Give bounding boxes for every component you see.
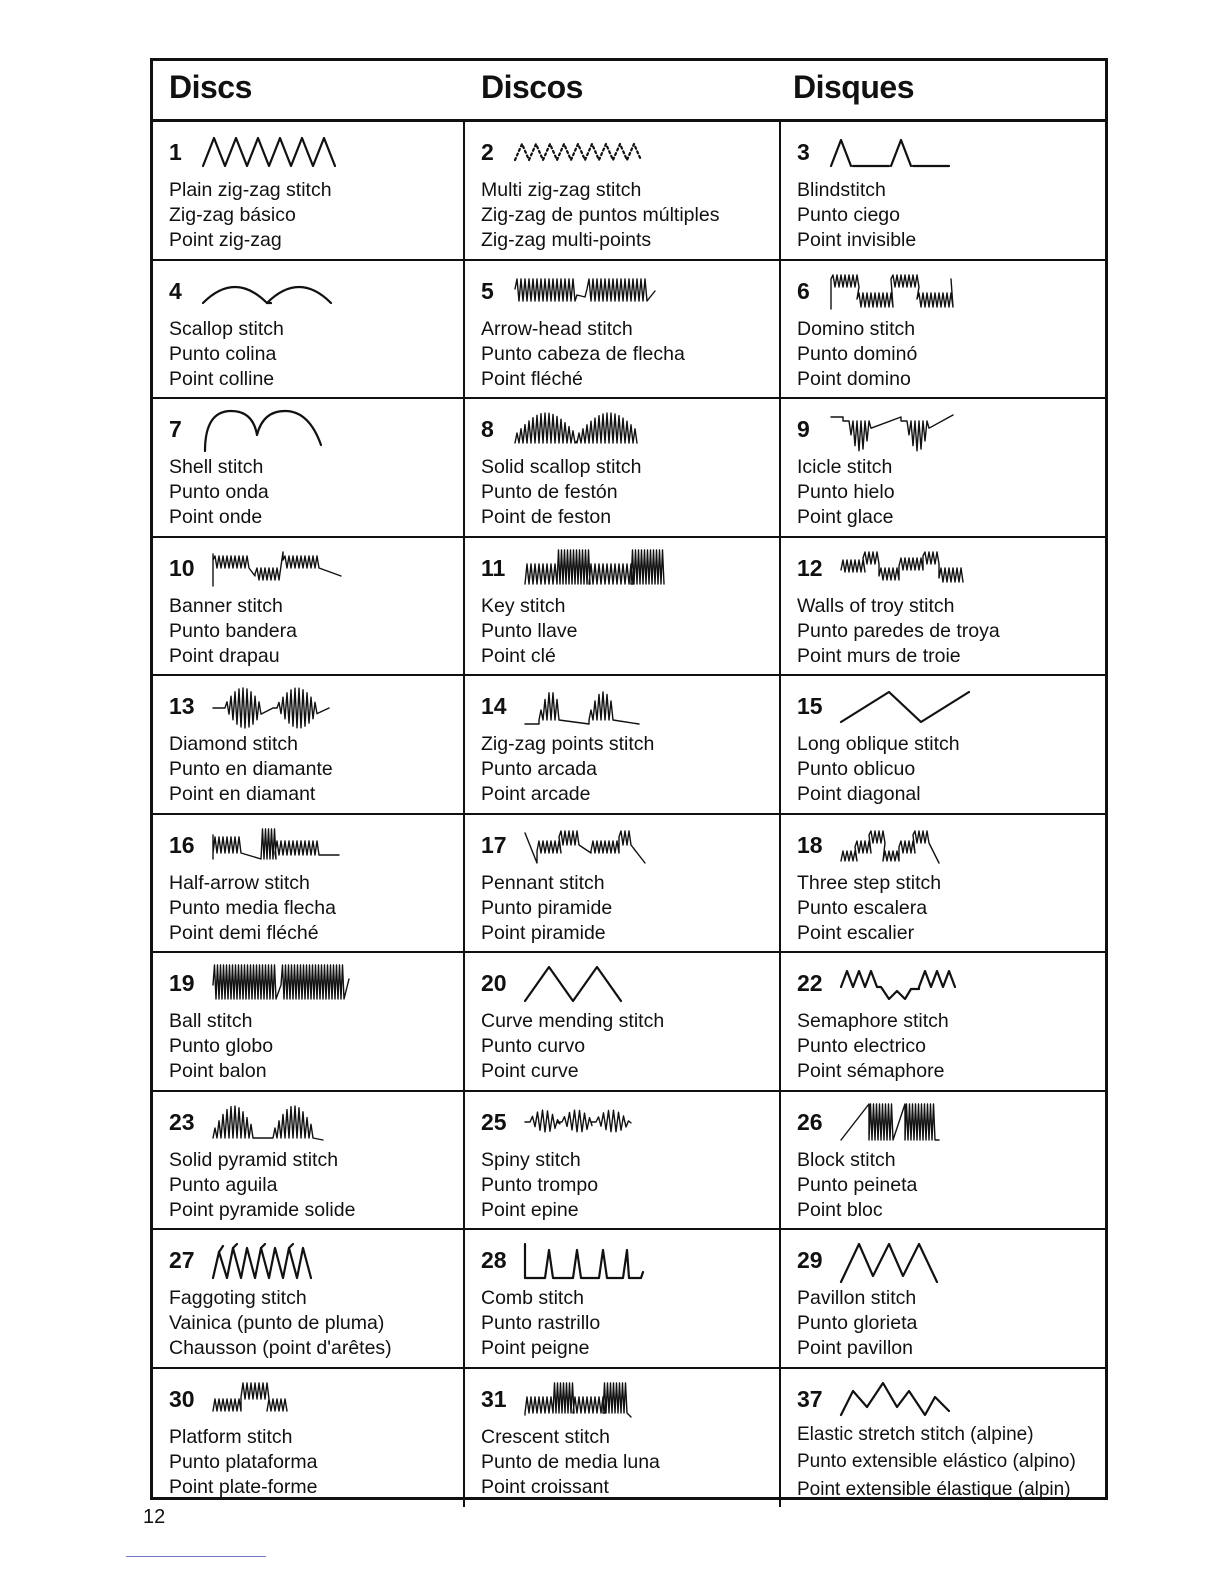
disc-number: 15 [797,693,823,719]
stitch-names [797,871,941,946]
stitch-cell [153,1369,465,1508]
stitch-cell [781,676,1105,813]
stitch-names [169,1009,273,1084]
stitch-name-spanish: Vainica (punto de pluma) [169,1312,385,1334]
stitch-cell [465,1230,781,1367]
stitch-names [797,178,916,253]
stitch-names [797,594,1000,669]
stitch-name-english: Half-arrow stitch [169,871,310,894]
footer-rule [126,1556,266,1557]
stitch-cell [781,399,1105,536]
stitch-name-spanish: Punto onda [169,481,269,503]
stitch-name-french: Point curve [481,1060,579,1082]
table-row [153,538,1105,677]
stitch-cell [153,953,465,1090]
stitch-cell [465,122,781,259]
stitch-name-spanish: Punto llave [481,619,578,642]
stitch-name-english: Elastic stretch stitch (alpine) [797,1423,1034,1445]
stitch-names [797,1286,917,1361]
stitch-name-french: Point extensible élastique (alpin) [797,1478,1071,1500]
stitch-name-french: Point de feston [481,506,612,528]
shell-stitch-icon [201,407,351,453]
stitch-cell [153,1092,465,1229]
stitch-names [481,1148,598,1223]
stitch-name-french: Point croissant [481,1475,609,1498]
stitch-name-spanish: Punto media flecha [169,896,336,919]
disc-number: 28 [481,1247,507,1273]
crescent-stitch-icon [523,1377,673,1423]
stitch-name-french: Point glace [797,506,894,528]
disc-number: 7 [169,416,182,442]
stitch-names [797,732,960,807]
stitch-name-spanish: Punto electrico [797,1035,926,1057]
stitch-name-spanish: Punto aguila [169,1173,278,1196]
disc-number: 2 [481,139,494,165]
disc-number: 6 [797,277,810,304]
stitch-cell [153,261,465,398]
stitch-name-english: Pennant stitch [481,871,605,894]
stitch-name-english: Pavillon stitch [797,1287,917,1309]
stitch-names [169,317,284,392]
header-french: Disques [793,69,914,105]
stitch-name-english: Scallop stitch [169,317,284,340]
stitch-name-english: Solid scallop stitch [481,456,642,478]
stitch-name-english: Solid pyramid stitch [169,1148,339,1171]
stitch-cell [153,538,465,675]
stitch-name-french: Point pavillon [797,1337,913,1359]
stitch-name-english: Block stitch [797,1148,896,1171]
stitch-name-spanish: Punto cabeza de flecha [481,342,685,365]
spiny-stitch-icon [523,1100,673,1146]
walls-of-troy-stitch-icon [839,546,989,592]
stitch-names [169,455,269,530]
stitch-cell [465,815,781,952]
disc-number: 13 [169,693,195,719]
stitch-name-french: Chausson (point d'arêtes) [169,1337,392,1359]
blindstitch-icon [829,130,979,176]
stitch-names [481,178,719,253]
stitch-name-english: Shell stitch [169,456,264,478]
stitch-name-spanish: Punto oblicuo [797,758,916,780]
stitch-cell [465,538,781,675]
header-spanish: Discos [481,69,583,105]
stitch-name-english: Ball stitch [169,1010,253,1032]
stitch-cell [153,399,465,536]
stitch-name-spanish: Zig-zag de puntos múltiples [481,204,720,226]
stitch-name-french: Point onde [169,506,263,528]
semaphore-stitch-icon [839,961,989,1007]
stitch-name-spanish: Punto ciego [797,204,900,226]
stitch-name-spanish: Punto hielo [797,481,895,503]
table-row [153,1092,1105,1231]
zigzag-points-stitch-icon [523,684,673,730]
disc-number: 31 [481,1385,507,1412]
solid-scallop-stitch-icon [513,407,663,453]
stitch-name-french: Point demi fléché [169,921,319,944]
table-row [153,953,1105,1092]
disc-number: 30 [169,1385,195,1412]
stitch-name-french: Point piramide [481,921,606,944]
disc-number: 26 [797,1108,823,1135]
stitch-name-spanish: Punto escalera [797,896,928,919]
stitch-name-french: Point domino [797,367,911,390]
key-stitch-icon [523,546,673,592]
stitch-name-english: Spiny stitch [481,1148,581,1171]
stitch-name-spanish: Punto piramide [481,896,613,919]
stitch-name-english: Semaphore stitch [797,1010,949,1032]
table-row [153,122,1105,261]
solid-pyramid-stitch-icon [211,1100,361,1146]
stitch-name-english: Arrow-head stitch [481,317,633,340]
disc-number: 19 [169,970,195,996]
header-english: Discs [169,69,252,105]
stitch-cell [153,122,465,259]
three-step-stitch-icon [839,823,989,869]
plain-zigzag-stitch-icon [201,130,351,176]
disc-number: 25 [481,1108,507,1135]
stitch-name-spanish: Punto curvo [481,1035,586,1057]
stitch-name-french: Point pyramide solide [169,1198,356,1221]
table-row [153,676,1105,815]
stitch-name-english: Plain zig-zag stitch [169,179,332,201]
scallop-stitch-icon [201,269,351,315]
stitch-name-french: Point bloc [797,1198,883,1221]
disc-number: 23 [169,1108,195,1135]
disc-number: 20 [481,970,507,996]
stitch-names [797,1421,1076,1504]
stitch-name-french: Point clé [481,644,556,667]
stitch-name-english: Icicle stitch [797,456,893,478]
stitch-names [481,594,577,669]
disc-number: 5 [481,277,494,304]
stitch-names [169,732,333,807]
stitch-name-spanish: Punto bandera [169,619,297,642]
stitch-names [169,594,297,669]
disc-number: 17 [481,831,507,858]
stitch-name-english: Banner stitch [169,594,283,617]
stitch-name-english: Platform stitch [169,1425,293,1448]
stitch-name-french: Zig-zag multi-points [481,229,652,251]
stitch-name-spanish: Punto extensible elástico (alpino) [797,1451,1076,1472]
disc-number: 22 [797,970,823,996]
stitch-cell [781,261,1105,398]
stitch-names [797,455,895,530]
stitch-cell [465,953,781,1090]
pennant-stitch-icon [523,823,673,869]
stitch-cell [781,953,1105,1090]
stitch-name-spanish: Punto rastrillo [481,1312,601,1334]
stitch-cell [781,815,1105,952]
multi-zigzag-stitch-icon [513,130,663,176]
disc-number: 4 [169,277,182,304]
stitch-cell [465,1092,781,1229]
stitch-name-spanish: Punto arcada [481,758,598,780]
stitch-name-english: Walls of troy stitch [797,594,955,617]
disc-number: 11 [481,554,506,581]
stitch-name-french: Point sémaphore [797,1060,945,1082]
stitch-name-spanish: Punto en diamante [169,758,333,780]
stitch-names [481,455,641,530]
curve-mending-stitch-icon [523,961,673,1007]
stitch-name-english: Faggoting stitch [169,1287,307,1309]
page-number: 12 [143,1506,166,1528]
elastic-stretch-stitch-icon [839,1377,989,1423]
stitch-cell [781,1230,1105,1367]
stitch-name-english: Three step stitch [797,871,942,894]
block-stitch-icon [839,1100,989,1146]
stitch-name-french: Point arcade [481,783,591,805]
platform-stitch-icon [211,1377,361,1423]
stitch-name-spanish: Punto de media luna [481,1450,660,1473]
comb-stitch-icon [523,1238,673,1284]
stitch-name-english: Blindstitch [797,179,886,201]
stitch-names [169,1286,392,1361]
table-row [153,815,1105,954]
table-row [153,261,1105,400]
stitch-cell [153,676,465,813]
stitch-disc-table [150,58,1108,1500]
stitch-grid [153,122,1105,1507]
stitch-names [797,1148,917,1223]
stitch-cell [781,122,1105,259]
stitch-cell [465,1369,781,1508]
stitch-name-french: Point plate-forme [169,1475,318,1498]
stitch-names [481,317,685,392]
stitch-names [169,871,336,946]
stitch-name-french: Point balon [169,1060,267,1082]
stitch-names [169,178,332,253]
stitch-name-spanish: Punto colina [169,342,277,365]
disc-number: 1 [169,139,182,165]
icicle-stitch-icon [829,407,979,453]
disc-number: 9 [797,416,810,442]
disc-number: 29 [797,1247,823,1273]
stitch-cell [153,815,465,952]
stitch-name-spanish: Punto paredes de troya [797,619,1000,642]
arrow-head-stitch-icon [513,269,663,315]
stitch-name-french: Point drapau [169,644,280,667]
stitch-cell [465,676,781,813]
stitch-name-spanish: Punto glorieta [797,1312,918,1334]
stitch-name-spanish: Punto peineta [797,1173,918,1196]
disc-number: 16 [169,831,195,858]
stitch-name-french: Point colline [169,367,275,390]
stitch-name-spanish: Punto plataforma [169,1450,318,1473]
stitch-names [481,1286,600,1361]
stitch-name-english: Long oblique stitch [797,733,960,755]
disc-number: 8 [481,416,494,442]
stitch-name-english: Key stitch [481,594,566,617]
table-row [153,1369,1105,1508]
ball-stitch-icon [211,961,361,1007]
stitch-names [481,732,654,807]
domino-stitch-icon [829,269,979,315]
disc-number: 27 [169,1247,195,1273]
stitch-names [169,1148,355,1223]
stitch-cell [153,1230,465,1367]
stitch-names [481,1425,660,1500]
disc-number: 10 [169,554,195,581]
stitch-names [481,871,612,946]
stitch-cell [465,399,781,536]
banner-stitch-icon [211,546,361,592]
stitch-name-french: Point en diamant [169,783,316,805]
stitch-cell [781,1092,1105,1229]
stitch-name-french: Point murs de troie [797,644,961,667]
pavillon-stitch-icon [839,1238,989,1284]
faggoting-stitch-icon [211,1238,361,1284]
table-row [153,399,1105,538]
stitch-name-french: Point epine [481,1198,579,1221]
stitch-name-french: Point invisible [797,229,917,251]
stitch-name-english: Multi zig-zag stitch [481,179,642,201]
stitch-name-english: Curve mending stitch [481,1010,665,1032]
disc-number: 14 [481,693,507,719]
table-header [153,61,1105,122]
stitch-name-spanish: Punto de festón [481,481,618,503]
stitch-name-french: Point zig-zag [169,229,282,251]
stitch-name-french: Point escalier [797,921,915,944]
stitch-cell [781,538,1105,675]
disc-number: 37 [797,1385,823,1412]
stitch-name-spanish: Zig-zag básico [169,204,296,226]
stitch-name-spanish: Punto dominó [797,342,918,365]
long-oblique-stitch-icon [839,684,989,730]
stitch-names [481,1009,664,1084]
stitch-name-english: Domino stitch [797,317,916,340]
stitch-names [797,1009,949,1084]
stitch-name-french: Point fléché [481,367,583,390]
disc-number: 12 [797,554,823,581]
half-arrow-stitch-icon [211,823,361,869]
stitch-name-english: Diamond stitch [169,733,298,755]
stitch-cell [465,261,781,398]
stitch-name-french: Point peigne [481,1337,590,1359]
stitch-name-english: Crescent stitch [481,1425,610,1448]
disc-number: 18 [797,831,823,858]
stitch-name-spanish: Punto globo [169,1035,274,1057]
stitch-name-english: Zig-zag points stitch [481,733,655,755]
diamond-stitch-icon [211,684,361,730]
disc-number: 3 [797,139,810,165]
stitch-name-spanish: Punto trompo [481,1173,599,1196]
table-row [153,1230,1105,1369]
stitch-names [169,1425,318,1500]
stitch-name-french: Point diagonal [797,783,921,805]
stitch-cell [781,1369,1105,1508]
stitch-names [797,317,917,392]
stitch-name-english: Comb stitch [481,1287,584,1309]
